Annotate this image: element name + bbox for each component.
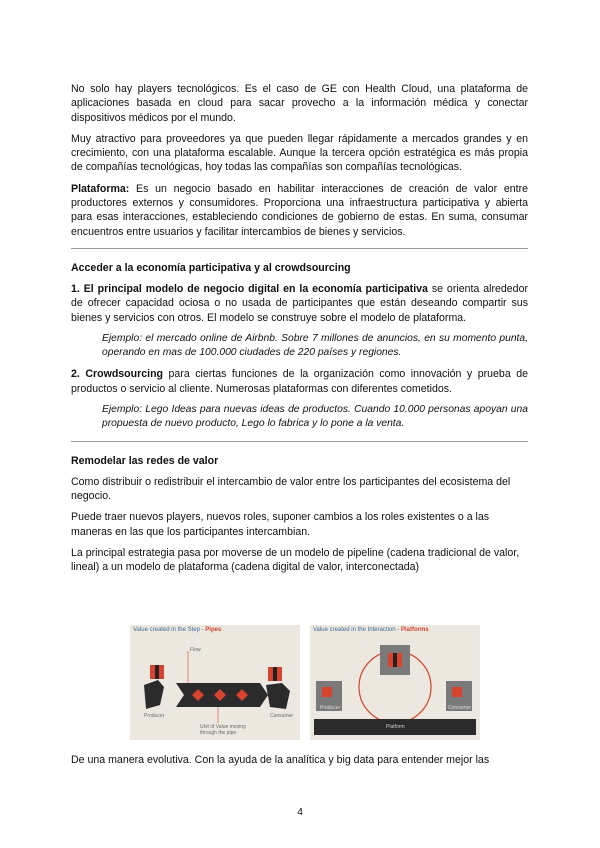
figure-platforms <box>310 625 480 740</box>
label-flow: Flow <box>190 647 201 653</box>
paragraph-item-1 <box>71 282 528 325</box>
paragraph-nuevos-players: Puede traer nuevos players, nuevos roles, suponer cambios a los roles existentes o a las maneras en las que los participantes intercambian. <box>71 511 490 538</box>
example-airbnb: Ejemplo: el mercado online de Airbnb. Sobre 7 millones de anuncios, en su momento punta, operando en mas de 100.000 ciudades de 220 países y regiones. <box>102 332 528 359</box>
term-crowdsourcing: 2. Crowdsourcing <box>71 368 164 381</box>
label-producer: Producer <box>144 713 165 719</box>
paragraph-redistribuir: Como distribuir o redistribuir el intercambio de valor entre los participantes del ecosistema del negocio. <box>71 475 511 502</box>
paragraph-ge-health-cloud: No solo hay players tecnológicos. Es el caso de GE con Health Cloud, una plataforma de aplicaciones basada en cloud para sacar provecho a la información médica y conectar dispositivos médicos por el mundo. <box>71 83 528 124</box>
page-number: 4 <box>297 806 303 818</box>
pipes-illustration <box>130 625 300 740</box>
paragraph-evolutiva: De una manera evolutiva. Con la ayuda de la analítica y big data para entender mejor las <box>71 754 490 766</box>
term-item-1: 1. El principal modelo de negocio digital en la economía participativa <box>71 282 428 295</box>
label-unit-of-value: Unit of Value moving through the pipe <box>200 724 246 736</box>
paragraph-plataforma <box>71 182 528 239</box>
section-heading-economia-participativa: Acceder a la economía participativa y al crowdsourcing <box>71 261 351 274</box>
paragraph-proveedores: Muy atractivo para proveedores ya que pueden llegar rápidamente a mercados grandes y en crecimiento, con una plataforma escalable. Aunque la tercera opción estratégica es más propia de compañías tecnológicas, hoy todas las compañías son compañías tecnológicas. <box>71 132 528 174</box>
consumer-hand-icon <box>266 683 290 709</box>
figure-pipes <box>130 625 300 740</box>
label-producer: Producer <box>320 705 341 711</box>
paragraph-item-2 <box>71 367 528 396</box>
figure-pipes-caption: Value created in the Step - Pipes <box>133 627 222 633</box>
definition-plataforma: Es un negocio basado en habilitar interacciones de creación de valor entre productores externos y consumidores. Proporciona una infraestructura participativa y abierta para esas interacciones, estableciendo condiciones de gobierno de estas. En suma, consumar encuentros entre usuarios y facilitar intercambios de bienes y servicios. <box>71 182 528 238</box>
text-item-2: para ciertas funciones de la organización como innovación y prueba de productos o servicio al cliente. Numerosas plataformas con diferentes cometidos. <box>71 368 529 395</box>
paragraph-estrategia: La principal estrategia pasa por moverse de un modelo de pipeline (cadena tradicional de valor, lineal) a un modelo de plataforma (cadena digital de valor, interconectada) <box>71 546 520 574</box>
section-divider <box>71 248 528 249</box>
label-consumer: Consumer <box>270 713 294 719</box>
platforms-illustration <box>310 625 480 740</box>
label-consumer: Consumer <box>448 705 472 711</box>
figure-platforms-caption: Value created in the Interaction - Platforms <box>313 627 429 633</box>
section-heading-redes-de-valor: Remodelar las redes de valor <box>71 454 219 467</box>
term-plataforma: Plataforma: <box>71 182 130 195</box>
label-platform: Platform <box>386 724 405 730</box>
section-divider <box>71 441 528 442</box>
page-content <box>71 82 528 581</box>
text-item-1: se orienta alrededor de ofrecer capacidad ociosa o no usada de participantes que están deseando compartir sus bienes y servicios con otros. El modelo se construye sobre el modelo de plataforma. <box>71 282 528 324</box>
producer-hand-icon <box>144 680 164 709</box>
example-lego: Ejemplo: Lego Ideas para nuevas ideas de productos. Cuando 10.000 personas apoyan una propuesta de nuevo producto, Lego lo fabrica y lo pone a la venta. <box>102 404 528 430</box>
